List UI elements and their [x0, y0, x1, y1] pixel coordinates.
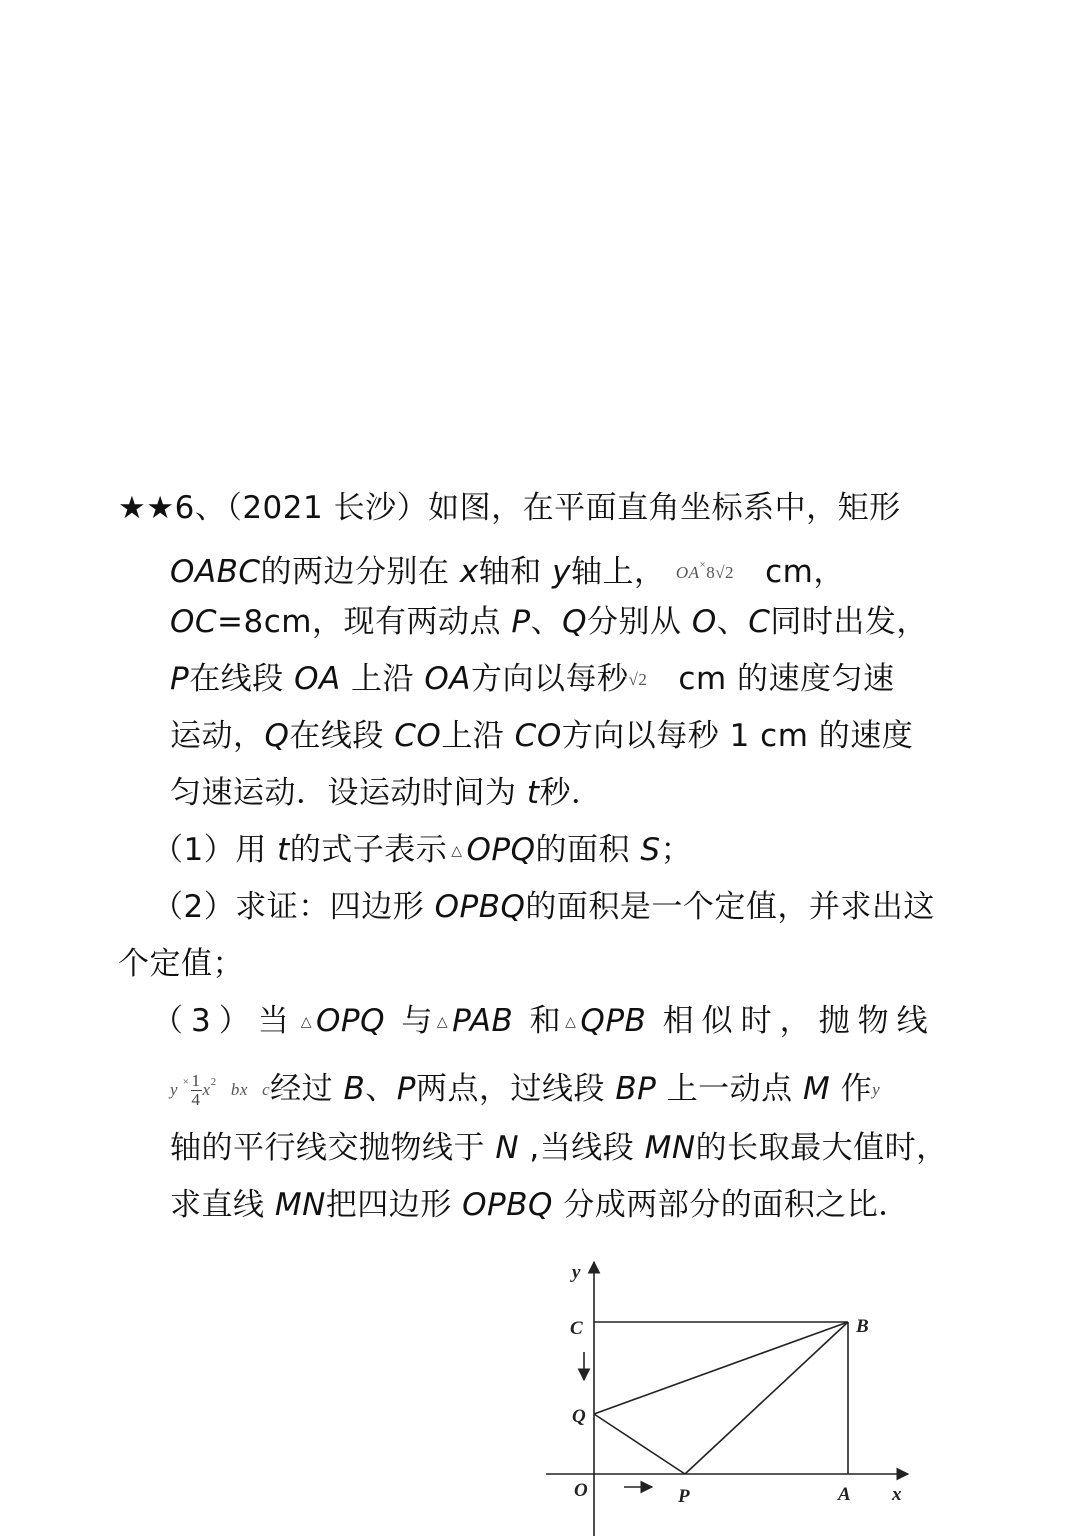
- text: 同时出发，: [770, 604, 928, 640]
- text: 作: [840, 1071, 873, 1107]
- problem-text: 如图，在平面直角坐标系中，矩形: [428, 490, 901, 526]
- problem-line-1: [118, 488, 901, 528]
- text: 方向以每秒: [471, 661, 629, 697]
- point-c: C: [748, 604, 771, 640]
- triangle-symbol: △: [300, 1014, 313, 1030]
- q1-label: （1）用: [152, 832, 267, 868]
- segment-qb: [594, 1322, 848, 1414]
- question-2: [152, 887, 935, 927]
- text: 经过: [270, 1071, 334, 1107]
- text: 分成两部分的面积之比．: [563, 1187, 910, 1223]
- problem-number: 6、: [174, 490, 227, 526]
- triangle-symbol: △: [436, 1014, 449, 1030]
- text: 匀速运动．设运动时间为: [170, 775, 517, 811]
- sqrt-two: √2: [628, 670, 648, 689]
- question-3-line-4: [170, 1185, 910, 1225]
- text: 上一动点: [666, 1071, 793, 1107]
- fraction-one-quarter: $\frac{1}{4}$: [191, 1071, 201, 1109]
- tri-opq: OPQ: [316, 1003, 386, 1039]
- seg-mn: MN: [644, 1130, 696, 1166]
- point-m: M: [803, 1071, 831, 1107]
- seg-oa: OA: [424, 661, 471, 697]
- text: 相似时，抛物线: [662, 1003, 936, 1039]
- tri-pab: PAB: [452, 1003, 514, 1039]
- text: 轴和: [478, 554, 542, 590]
- point-o: O: [691, 604, 717, 640]
- point-p: P: [396, 1071, 416, 1107]
- text: 的面积: [535, 832, 631, 868]
- text: =8cm，现有两动点: [217, 604, 501, 640]
- text: ；: [660, 832, 693, 868]
- text: cm 的速度匀速: [678, 661, 895, 697]
- text: 求直线: [170, 1187, 265, 1223]
- text: 运动，: [170, 718, 265, 754]
- seg-co: CO: [394, 718, 442, 754]
- question-1: [152, 830, 692, 871]
- label-o: O: [574, 1480, 588, 1501]
- label-c: C: [570, 1318, 583, 1339]
- geometry-diagram: [530, 1252, 930, 1536]
- var-y: y: [552, 554, 571, 590]
- problem-line-3: [170, 602, 928, 642]
- question-3-line-2: y × $\frac{1}{4}$ $x^2$ bx c经过 B、P两点，过线段 BP 上一动点 M 作y: [170, 1071, 881, 1109]
- text: 秒．: [539, 775, 603, 811]
- segment-qp: [594, 1414, 685, 1474]
- point-n: N: [495, 1130, 520, 1166]
- problem-line-5: [170, 716, 913, 756]
- question-3: [152, 1001, 936, 1042]
- var-t: t: [526, 775, 540, 811]
- text: 、: [716, 604, 749, 640]
- text: 的长取最大值时，: [695, 1130, 948, 1166]
- problem-line-2: [170, 545, 845, 593]
- text: 把四边形: [325, 1187, 452, 1223]
- segment-pb: [685, 1322, 848, 1474]
- tri-opq: OPQ: [466, 832, 536, 868]
- point-q: Q: [264, 718, 290, 754]
- point-b: B: [343, 1071, 366, 1107]
- text: 、: [530, 604, 563, 640]
- text: 上沿: [351, 661, 415, 697]
- seg-mn: MN: [274, 1187, 326, 1223]
- q2-label: （2）求证：四边形: [152, 889, 425, 925]
- var-s: S: [640, 832, 661, 868]
- text: cm，: [765, 554, 845, 590]
- difficulty-stars: ★★: [118, 490, 175, 526]
- rect-name: OABC: [170, 554, 261, 590]
- label-y: y: [572, 1262, 581, 1283]
- var-x: x: [459, 554, 479, 590]
- label-a: A: [838, 1484, 851, 1505]
- seg-oc: OC: [170, 604, 218, 640]
- tri-qpb: QPB: [580, 1003, 647, 1039]
- text: 分别从: [586, 604, 682, 640]
- text: 在线段: [289, 718, 384, 754]
- text: 上沿: [441, 718, 505, 754]
- quad-opbq: OPBQ: [462, 1187, 553, 1223]
- var-t: t: [277, 832, 290, 868]
- text: 个定值；: [118, 946, 244, 982]
- label-b: B: [856, 1316, 869, 1337]
- problem-line-6: [170, 773, 603, 813]
- question-2-cont: [118, 944, 244, 984]
- point-p: P: [511, 604, 531, 640]
- parabola-formula: y ×: [170, 1076, 190, 1099]
- seg-co: CO: [514, 718, 562, 754]
- problem-line-4: [170, 659, 895, 700]
- text: 的两边分别在: [260, 554, 450, 590]
- problem-source: （2021 长沙）: [226, 490, 429, 526]
- seg-bp: BP: [615, 1071, 657, 1107]
- text: 、: [365, 1071, 397, 1107]
- quad-opbq: OPBQ: [434, 889, 526, 925]
- point-q: Q: [562, 604, 587, 640]
- q3-label: （3）当: [152, 1003, 297, 1039]
- text: 的式子表示: [289, 832, 448, 868]
- text: 的面积是一个定值，并求出这: [525, 889, 935, 925]
- label-x: x: [892, 1484, 902, 1505]
- text: 两点，过线段: [416, 1071, 605, 1107]
- triangle-symbol: △: [451, 843, 463, 859]
- text: 方向以每秒 1 cm 的速度: [561, 718, 914, 754]
- label-p: P: [678, 1486, 690, 1507]
- var-y-small: y: [872, 1080, 881, 1099]
- text: 轴上，: [570, 554, 666, 590]
- question-3-line-3: [170, 1128, 948, 1168]
- triangle-symbol: △: [565, 1014, 577, 1030]
- text: 在线段: [189, 661, 284, 697]
- formula-oa: OA×8√2: [675, 559, 735, 582]
- text: 与: [401, 1003, 433, 1039]
- label-q: Q: [572, 1406, 586, 1427]
- seg-oa: OA: [294, 661, 341, 697]
- text: ,当线段: [529, 1130, 635, 1166]
- point-p: P: [170, 661, 190, 697]
- text: 轴的平行线交抛物线于: [170, 1130, 485, 1166]
- text: 和: [529, 1003, 562, 1039]
